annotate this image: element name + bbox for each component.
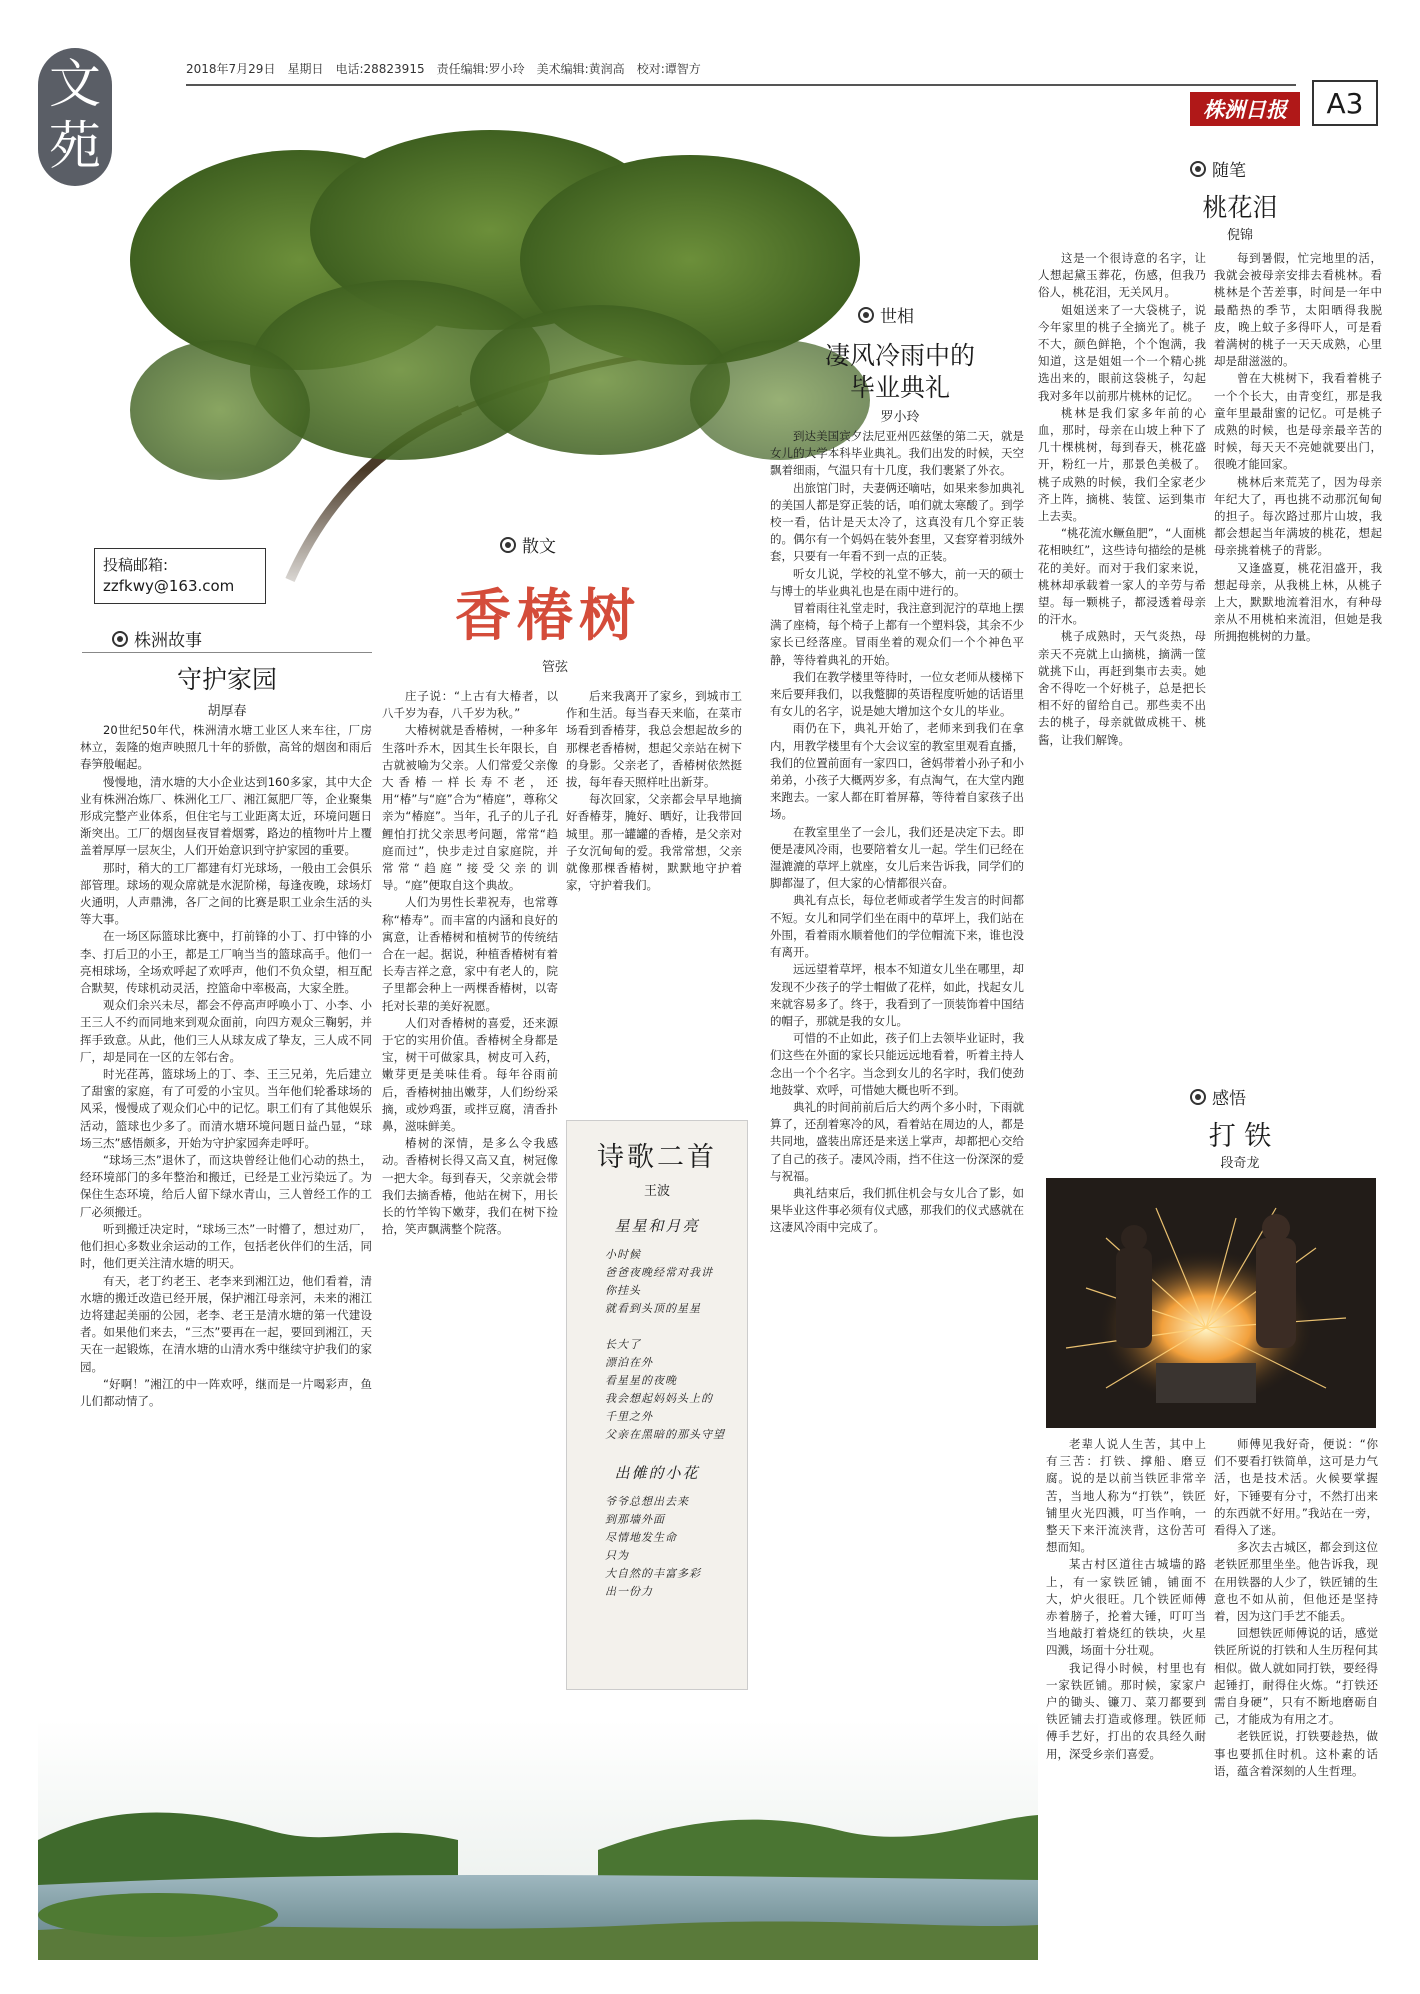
section-label-society (858, 302, 914, 327)
paragraph: 每到暑假，忙完地里的活，我就会被母亲安排去看桃林。看桃林是个苦差事，时间是一年中最酷热的季节，太阳晒得我脱皮，晚上蚊子多得吓人，可是看着满树的桃子一天天成熟，心里却是甜滋滋的。 (1214, 251, 1382, 369)
section-label-text: 随笔 (1212, 161, 1246, 181)
header-phone: 电话:28823915 (335, 62, 425, 76)
submission-email[interactable]: zzfkwy@163.com (103, 577, 235, 595)
poem-line: 只为 (605, 1549, 629, 1562)
poem2-title: 出傩的小花 (614, 1464, 700, 1482)
paragraph: “球场三杰”退休了，而这块曾经让他们心动的热土，经环境部门的多年整治和搬迁，已经是工业污染远了。为保住生态环境，给后人留下绿水青山，三人曾经工作的工厂必须搬迁。 (80, 1153, 372, 1219)
paragraph: 20世纪50年代，株洲清水塘工业区人来车往，厂房林立，轰隆的炮声映照几十年的骄傲，高耸的烟囱和雨后春笋般崛起。 (80, 723, 372, 772)
paragraph: 到达美国宾夕法尼亚州匹兹堡的第二天，就是女儿的大学本科毕业典礼。我们出发的时候，天空飘着细雨，气温只有十几度，我们裹紧了外衣。 (770, 429, 1024, 478)
header-rule (186, 84, 1296, 86)
paragraph: 老铁匠说，打铁要趁热，做事也要抓住时机。这朴素的话语，蕴含着深刻的人生哲理。 (1214, 1729, 1378, 1778)
poem1-title: 星星和月亮 (614, 1217, 700, 1235)
submission-box (94, 548, 266, 604)
poem-line: 看星星的夜晚 (605, 1374, 677, 1387)
poems-box (566, 1120, 748, 1690)
poem-line: 长大了 (605, 1338, 641, 1351)
section-label-text: 株洲故事 (134, 631, 202, 651)
poem-line: 漂泊在外 (605, 1356, 653, 1369)
divider (82, 652, 372, 653)
paragraph: 雨仍在下，典礼开始了，老师来到我们在拿内，用教学楼里有个大会议室的教室里观看直播，我们的位置前面有一家四口，爸妈带着小孙子和小弟弟，小孩子大概两岁多，有点淘气，在大堂内跑来跑去。一家人都在盯着屏幕，等待着自家孩子出场。 (770, 721, 1024, 822)
section-label-stories (112, 626, 202, 651)
paragraph: 这是一个很诗意的名字，让人想起黛玉葬花，伤感，但我乃俗人，桃花泪，无关风月。 (1038, 251, 1206, 300)
paragraph: 观众们余兴未尽，都会不停高声呼唤小丁、小李、小王三人不约而同地来到观众面前，向四方观众三鞠躬，并挥手致意。从此，他们三人从球友成了挚友，三人成不同厂，却是同在一区的左邻右舍。 (80, 998, 372, 1064)
paragraph: 可惜的不止如此，孩子们上去领毕业证时，我们这些在外面的家长只能远远地看着，听着主持人念出一个个名字。当念到女儿的名字时，我们使劲地鼓掌、欢呼，可惜她大概也听不到。 (770, 1031, 1024, 1097)
poems-author: 王波 (643, 1184, 670, 1199)
paragraph: 桃林是我们家多年前的心血，那时，母亲在山坡上种下了几十棵桃树，每到春天，桃花盛开，粉红一片，那景色美极了。桃子成熟的时候，我们全家老少齐上阵，摘桃、装筐、运到集市上去卖。 (1038, 405, 1206, 524)
paragraph: 庄子说：“上古有大椿者，以八千岁为春，八千岁为秋。” (382, 689, 558, 721)
paragraph: 典礼有点长，每位老师或者学生发言的时间都不短。女儿和同学们坐在雨中的草坪上，我们站在外围，看着雨水顺着他们的学位帽流下来，谁也没有离开。 (770, 893, 1024, 960)
article-author: 罗小玲 (880, 410, 920, 425)
page-number: A3 (1326, 86, 1364, 120)
paragraph: 后来我离开了家乡，到城市工作和生活。每当春天来临，在菜市场看到香椿芽，我总会想起故乡的那棵老香椿树，想起父亲站在树下的身影。父亲老了，香椿树依然挺拔，每年春天照样吐出新芽。 (566, 689, 742, 790)
paragraph: 老辈人说人生苦，其中上有三苦：打铁、撑船、磨豆腐。说的是以前当铁匠非常辛苦，当地人称为“打铁”，铁匠铺里火光四溅，叮当作响，一整天下来汗流浃背，这份苦可想而知。 (1046, 1437, 1206, 1555)
paragraph: 时光荏苒，篮球场上的丁、李、王三兄弟，先后建立了甜蜜的家庭，有了可爱的小宝贝。当年他们轮番球场的风采，慢慢成了观众们心中的记忆。职工们有了其他娱乐活动，篮球也少多了。而清水塘环境问题日益凸显，“球场三杰”感悟颇多，开始为守护家园奔走呼吁。 (80, 1067, 372, 1150)
blacksmith-photo (1046, 1178, 1376, 1428)
paragraph: 慢慢地，清水塘的大小企业达到160多家，其中大企业有株洲冶炼厂、株洲化工厂、湘江氮肥厂等，企业聚集形成完整产业体系，但住宅与工业距离太近，环境问题日渐突出。工厂的烟囱昼夜冒着烟雾，路边的植物叶片上覆盖着厚厚一层灰尘，人们开始意识到守护家园的重要。 (80, 774, 372, 858)
paragraph: 在教室里坐了一会儿，我们还是决定下去。即便是凄风冷雨，也要陪着女儿一起。学生们已经在湿漉漉的草坪上就座，女儿后来告诉我，同学们的脚都湿了，但大家的心情都很兴奋。 (770, 824, 1024, 891)
header-art-editor: 美术编辑:黄润高 (536, 62, 625, 76)
poem-line: 爸爸夜晚经常对我讲 (605, 1266, 713, 1279)
article-title-line1: 凄风冷雨中的 (824, 341, 975, 370)
section-label-text: 散文 (522, 537, 556, 557)
poem-line: 父亲在黑暗的那头守望 (605, 1428, 725, 1441)
article-title: 打 铁 (1208, 1121, 1272, 1152)
poem-line: 到那墙外面 (605, 1513, 665, 1526)
poem-line: 小时候 (605, 1248, 641, 1261)
poem-line (605, 1318, 737, 1336)
section-bullet-icon (500, 537, 516, 553)
paragraph: 人们为男性长辈祝寿，也常尊称“椿寿”。而丰富的内涵和良好的寓意，让香椿树和植树节的传统结合在一起。据说，种植香椿树有着长寿吉祥之意，家中有老人的，院子里都会种上一两棵香椿树，以寄托对长辈的美好祝愿。 (382, 895, 558, 1013)
section-badge-char1: 文 (48, 55, 101, 115)
paragraph: 听到搬迁决定时，“球场三杰”一时懵了，想过劝厂，他们担心多数业余运动的工作，包括老伙伴们的生活，同时，他们更关注清水塘的明天。 (80, 1221, 372, 1271)
article-author: 管弦 (541, 660, 568, 675)
paragraph: 每次回家，父亲都会早早地摘好香椿芽，腌好、晒好，让我带回城里。那一罐罐的香椿，是父亲对子女沉甸甸的爱。我常常想，父亲就像那棵香椿树，默默地守护着家，守护着我们。 (566, 792, 742, 893)
paragraph: 又逢盛夏，桃花泪盛开，我想起母亲，从我桃上林，从桃子上大，默默地流着泪水，有种母亲从不用桃柏来流泪，但她是我所拥抱桃树的力量。 (1214, 560, 1382, 644)
article-body-cont (1214, 1436, 1378, 1956)
paragraph: 典礼的时间前前后后大约两个多小时，下雨就算了，还刮着寒冷的风，看着站在周边的人，都是共同地，盛装出席还是来送上掌声，却都把心交给了自己的孩子。凄风冷雨，挡不住这一份深深的爱与祝福。 (770, 1099, 1024, 1183)
article-body (1038, 250, 1206, 1090)
paragraph: 桃林后来荒芜了，因为母亲年纪大了，再也挑不动那沉甸甸的担子。每次路过那片山坡，我都会想起当年满坡的桃花，想起母亲挑着桃子的背影。 (1214, 474, 1382, 558)
section-badge (38, 48, 112, 186)
newspaper-logo-text: 株洲日报 (1203, 97, 1287, 122)
article-body (1046, 1436, 1206, 1956)
paragraph: 典礼结束后，我们抓住机会与女儿合了影，如果毕业这件事必须有仪式感，那我们的仪式感就在这凄风冷雨中完成了。 (770, 1185, 1024, 1235)
paragraph: 曾在大桃树下，我看着桃子一个个长大，由青变红，那是我童年里最甜蜜的记忆。可是桃子成熟的时候，也是母亲最辛苦的时候，每天天不亮她就要出门，很晚才能回家。 (1214, 371, 1382, 472)
article-title-line2: 毕业典礼 (849, 373, 950, 402)
poem1-body (577, 1246, 737, 1444)
poem-line: 千里之外 (605, 1410, 653, 1423)
article-body-cont (566, 688, 742, 1108)
article-body (770, 428, 1024, 1728)
header-editor: 责任编辑:罗小玲 (436, 62, 525, 76)
article-body (382, 688, 558, 1688)
header-proofreader: 校对:谭智方 (636, 62, 701, 76)
paragraph: 听女儿说，学校的礼堂不够大，前一天的硕士与博士的毕业典礼也是在雨中进行的。 (770, 566, 1024, 598)
section-label-essay (500, 532, 556, 557)
article-title: 守护家园 (176, 665, 277, 694)
section-label-essay2 (1190, 156, 1246, 181)
paragraph: 远远望着草坪，根本不知道女儿坐在哪里，却发现不少孩子的学士帽做了花样，如此，找起女儿来就容易多了。终于，我看到了一顶装饰着中国结的帽子，那就是我的女儿。 (770, 962, 1024, 1028)
paragraph: 桃子成熟时，天气炎热，母亲天不亮就上山摘桃，摘满一筐就挑下山，再赶到集市去卖。她舍不得吃一个好桃子，总是把长相不好的留给自己。那些卖不出去的桃子，母亲就做成桃干、桃酱，让我们解馋。 (1038, 629, 1206, 747)
poem-line: 你挂头 (605, 1284, 641, 1297)
poem-line: 我会想起妈妈头上的 (605, 1392, 713, 1405)
paragraph: 人们对香椿树的喜爱，还来源于它的实用价值。香椿树全身都是宝，树干可做家具，树皮可入药，嫩芽更是美味佳肴。每年谷雨前后，香椿树抽出嫩芽，人们纷纷采摘，或炒鸡蛋，或拌豆腐，清香扑鼻，滋味鲜美。 (382, 1015, 558, 1134)
paragraph: 某古村区道往古城墙的路上，有一家铁匠铺，铺面不大，炉火很旺。几个铁匠师傅赤着膀子，抡着大锤，叮叮当当地敲打着烧红的铁块，火星四溅，场面十分壮观。 (1046, 1557, 1206, 1658)
article-body (80, 722, 372, 1742)
paragraph: 有天，老丁约老王、老李来到湘江边，他们看着，清水塘的搬迁改造已经开展，保护湘江母亲河，未来的湘江边将建起美丽的公园，老李、老王是清水塘的第一代建设者。如果他们来去，“三杰”要再在一起，要回到湘江，天天在一起锻炼，在清水塘的山清水秀中继续守护我们的家园。 (80, 1273, 372, 1374)
paragraph: 在一场区际篮球比赛中，打前锋的小丁、打中锋的小李、打后卫的小王，都是工厂响当当的篮球高手。他们一亮相球场，全场欢呼起了欢呼声，他们不负众望，相互配合默契，传球机动灵活，控篮命中率极高，大家全胜。 (80, 929, 372, 996)
section-label-text: 感悟 (1212, 1089, 1246, 1109)
poems-title: 诗歌二首 (597, 1142, 717, 1173)
paragraph: 姐姐送来了一大袋桃子，说今年家里的桃子全摘光了。桃子不大，颜色鲜艳，个个饱满，我知道，这是姐姐一个一个精心挑选出来的，眼前这袋桃子，勾起我对多年以前那片桃林的记忆。 (1038, 302, 1206, 403)
river-photo (38, 1720, 1038, 1960)
paragraph: 椿树的深情，是多么令我感动。香椿树长得又高又直，树冠像一把大伞。每到春天，父亲就会带我们去摘香椿，他站在树下，用长长的竹竿钩下嫩芽，我们在树下捡拾，笑声飘满整个院落。 (382, 1136, 558, 1237)
paragraph: “桃花流水鳜鱼肥”，“人面桃花相映红”，这些诗句描绘的是桃花的美好。而对于我们家来说，桃林却承载着一家人的辛劳与希望。每一颗桃子，都浸透着母亲的汗水。 (1038, 526, 1206, 627)
poem-line: 大自然的丰富多彩 (605, 1567, 701, 1580)
section-badge-char2: 苑 (48, 117, 101, 177)
header-weekday: 星期日 (287, 62, 324, 76)
poem-line: 爷爷总想出去来 (605, 1495, 689, 1508)
paragraph: 我记得小时候，村里也有一家铁匠铺。那时候，家家户户的锄头、镰刀、菜刀都要到铁匠铺去打造或修理。铁匠师傅手艺好，打出的农具经久耐用，深受乡亲们喜爱。 (1046, 1660, 1206, 1761)
section-bullet-icon (1190, 1089, 1206, 1105)
article-body-cont (1214, 250, 1382, 1090)
poem-line: 就看到头顶的星星 (605, 1302, 701, 1315)
section-bullet-icon (1190, 161, 1206, 177)
submission-label: 投稿邮箱: (103, 556, 169, 574)
page-number-box (1312, 80, 1378, 126)
header-date: 2018年7月29日 (186, 62, 276, 76)
header-meta (186, 60, 701, 77)
poem-line: 尽情地发生命 (605, 1531, 677, 1544)
paragraph: 多次去古城区，都会到这位老铁匠那里坐坐。他告诉我，现在用铁器的人少了，铁匠铺的生意也不如从前，但他还是坚持着，因为这门手艺不能丢。 (1214, 1540, 1378, 1624)
paragraph: 大椿树就是香椿树，一种多年生落叶乔木，因其生长年限长，自古就被喻为父亲。人们常爱父亲像大香椿一样长寿不老，还用“椿”与“庭”合为“椿庭”，尊称父亲为“椿庭”。当年，孔子的儿子孔鲤怕打扰父亲思考问题，常常“趋庭而过”，快步走过自家庭院，并常常“趋庭”接受父亲的训导。“庭”便取自这个典故。 (382, 723, 558, 893)
section-label-insight (1190, 1084, 1246, 1109)
article-title: 桃花泪 (1202, 193, 1278, 222)
poem2-body (577, 1493, 737, 1601)
paragraph: “好啊！”湘江的中一阵欢呼，继而是一片喝彩声，鱼儿们都动情了。 (80, 1376, 372, 1408)
section-bullet-icon (112, 631, 128, 647)
newspaper-logo (1190, 92, 1300, 126)
poem-line: 出一份力 (605, 1585, 653, 1598)
paragraph: 师傅见我好奇，便说：“你们不要看打铁简单，这可是力气活，也是技术活。火候要掌握好，下锤要有分寸，不然打出来的东西就不好用。”我站在一旁，看得入了迷。 (1214, 1437, 1378, 1538)
section-label-text: 世相 (880, 307, 914, 327)
article-author: 胡厚春 (207, 704, 247, 719)
article-title: 香椿树 (455, 583, 641, 649)
article-author: 倪锦 (1226, 228, 1253, 243)
paragraph: 出旅馆门时，夫妻俩还嘀咕，如果来参加典礼的美国人都是穿正装的话，咱们就太寒酸了。到学校一看，估计是天太冷了，这真没有几个穿正装的。偶尔有一个妈妈在装外套里，又套穿着羽绒外套，只要有一年看不到一点的正装。 (770, 480, 1024, 564)
paragraph: 回想铁匠师傅说的话，感觉铁匠所说的打铁和人生历程何其相似。做人就如同打铁，要经得起锤打，耐得住火炼。“打铁还需自身硬”，只有不断地磨砺自己，才能成为有用之才。 (1214, 1626, 1378, 1727)
paragraph: 那时，稍大的工厂都建有灯光球场，一般由工会俱乐部管理。球场的观众席就是水泥阶梯，每逢夜晚，球场灯火通明，人声鼎沸，各厂之间的比赛是职工业余生活的头等大事。 (80, 860, 372, 927)
paragraph: 我们在教学楼里等待时，一位女老师从楼梯下来后要拜我们，以我蹩脚的英语程度听她的话语里有女儿的名字，说是她大增加这个女儿的毕业。 (770, 669, 1024, 719)
section-bullet-icon (858, 307, 874, 323)
article-author: 段奇龙 (1220, 1156, 1260, 1171)
paragraph: 冒着雨往礼堂走时，我注意到泥泞的草地上摆满了座椅，每个椅子上都有一个塑料袋，其余不少家长已经落座。冒雨坐着的观众们一个个神色平静，等待着典礼的开始。 (770, 601, 1024, 667)
